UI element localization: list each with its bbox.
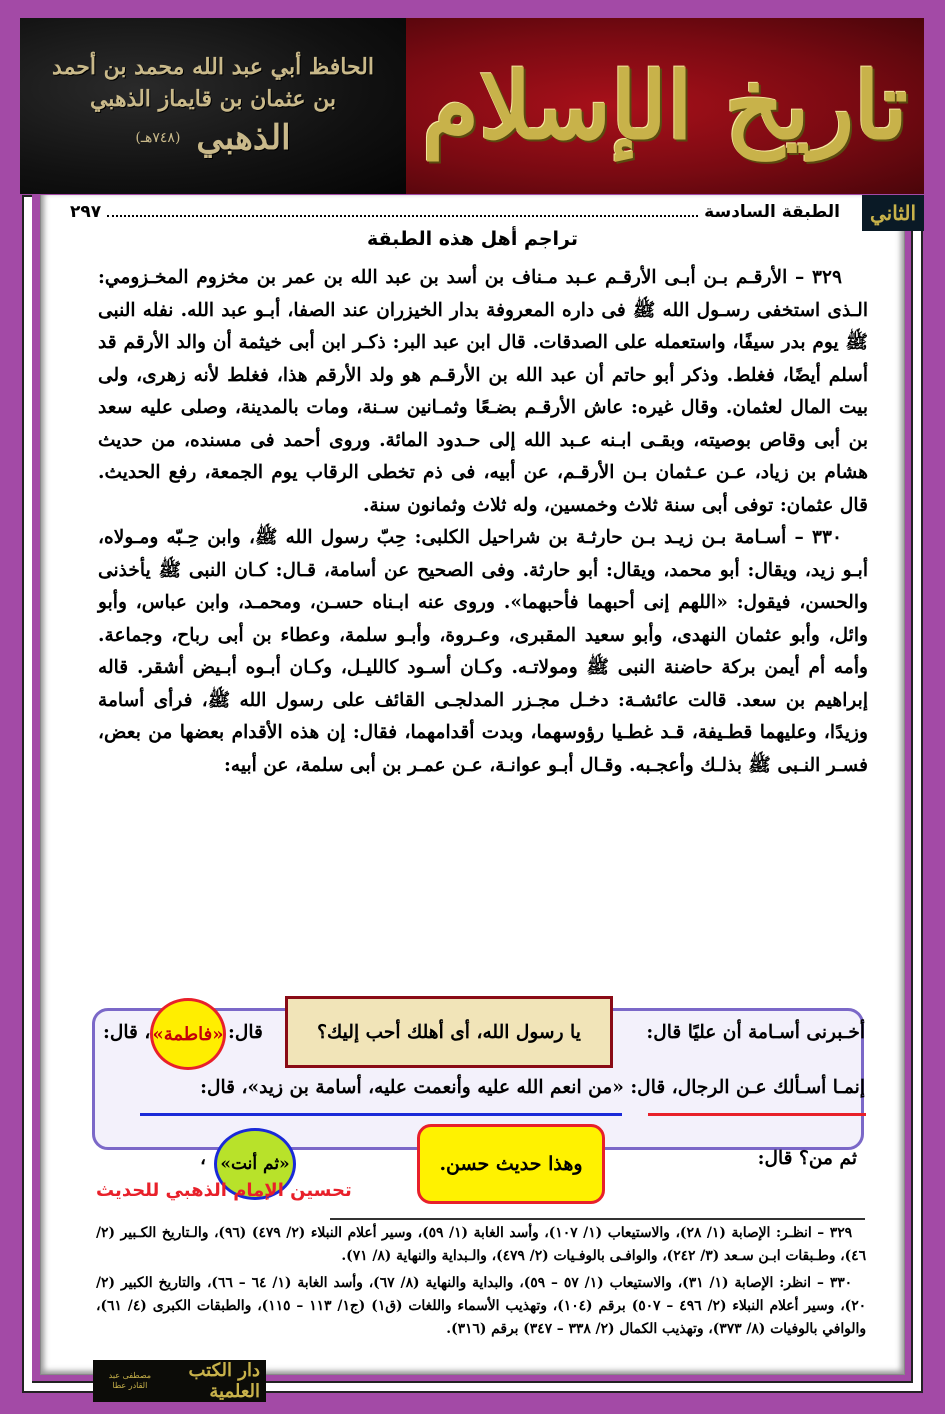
footnote-329: ٣٢٩ – انظـر: الإصابة (١/ ٢٨)، والاستيعاب (١/ ١٠٧)، وأسد الغابة (١/ ٥٩)، وسير أعلام النبلاء (٢/ ٤٧٩) (٩٦)، والـتاريخ الكـبير (٢/ ٤٦)، وطـبقات ابـن سـعد (٣/ ٢٤٢)، والوافـى بالوفـيات (٢/ ٤٧٩)، والـبداية والنهاية (٨/ ٧١). bbox=[96, 1225, 866, 1264]
footnotes bbox=[96, 1222, 866, 1345]
entry-329: ٣٢٩ – الأرقـم بـن أبـى الأرقـم عـبد مـناف بن أسد بن عبد الله بن عمر بن مخزوم المخـزومي: الـذى استخفى رسـول الله ﷺ فى داره المعروفة بدار الخيزران عند الصفا، أبـو عبد الله. نفله النبى ﷺ يوم بدر سيفًا، واستعمله على الصدقات. قال ابن عبد البر: ذكـر ابن أبى خيثمة أن والد الأرقم قد أسلم أيضًا، فغلط. وذكر أبو حاتم أن عبد الله بن الأرقـم هو ولد الأرقم هذا، فغلط لأنه زهرى، ولى بيت المال لعثمان. وقال غيره: عاش الأرقـم بضـعًا وثمـانين سـنة، ومات بالمدينة، وصلى عليه سعد بن أبى وقاص بوصيته، وبقـى ابـنه عـبد الله إلى حـدود المائة. وروى أحمد فى مسنده، من حديث هشام بن زياد، عـن عـثمان بـن الأرقـم، عن أبيه، فى ذم تخطى الرقاب يوم الجمعة، رفع الحديث. قال عثمان: توفى أبى سنة ثلاث وخمسين، وله ثلاث وثمانون سنة. bbox=[98, 267, 868, 516]
comma: ، bbox=[200, 1148, 207, 1169]
highlight-line-1-end: ، قال: bbox=[103, 1022, 151, 1043]
author-banner bbox=[20, 18, 406, 194]
footnote-rule bbox=[330, 1218, 865, 1220]
highlight-line-1-start: أخـبرنى أسـامة أن عليًا قال: bbox=[646, 1022, 865, 1043]
fatima-oval: «فاطمة» bbox=[150, 998, 226, 1070]
author-line-2: بن عثمان بن قايماز الذهبي bbox=[89, 86, 337, 112]
author-line-3: الذهبي bbox=[196, 118, 291, 158]
highlight-line-3-start: ثم من؟ قال: bbox=[757, 1148, 857, 1169]
leader-dots bbox=[107, 214, 698, 217]
publisher-logo bbox=[93, 1360, 266, 1402]
publisher-subtitle: مصطفى عبد القادر عطا bbox=[108, 1371, 152, 1390]
author-line-1: الحافظ أبي عبد الله محمد بن أحمد bbox=[52, 54, 374, 80]
running-head-section: الطبقة السادسة bbox=[704, 202, 840, 222]
title-banner bbox=[406, 18, 924, 194]
hasan-caption: تحسين الإمام الذهبي للحديث bbox=[96, 1180, 352, 1201]
main-text bbox=[98, 262, 868, 782]
quote-box: يا رسول الله، أى أهلك أحب إليك؟ bbox=[285, 996, 613, 1068]
highlight-line-1-mid: قال: bbox=[228, 1022, 263, 1043]
section-title: تراجم أهل هذه الطبقة bbox=[366, 228, 579, 250]
author-death-year: (٧٤٨هـ) bbox=[135, 130, 181, 146]
hasan-box: وهذا حديث حسن. bbox=[417, 1124, 605, 1204]
book-title: تاريخ الإسلام bbox=[422, 52, 908, 160]
volume-badge: الثاني bbox=[862, 195, 924, 231]
red-underline bbox=[648, 1113, 866, 1116]
running-head bbox=[70, 198, 840, 222]
blue-underline bbox=[140, 1113, 622, 1116]
highlight-line-2: إنمـا أسـألك عـن الرجال، قال: «من انعم الله عليه وأنعمت عليه، أسامة بن زيد»، قال: bbox=[200, 1077, 865, 1098]
anta-oval: «ثم أنت» bbox=[214, 1128, 296, 1200]
page-number: ٢٩٧ bbox=[70, 202, 102, 222]
entry-330: ٣٣٠ – أسـامة بـن زيـد بـن حارثـة بن شراحيل الكلبى: حِبّ رسول الله ﷺ، وابن حِـبّه ومـولاه، أبـو زيد، ويقال: أبو محمد، ويقال: أبو حارثة. وفى الصحيح عن أسامة، قـال: كـان النبى ﷺ يأخذنى والحسن، فيقول: «اللهم إنى أحبهما فأحبهما». وروى عنه ابـناه حسـن، ومحمـد، وابن عباس، وأبو وائل، وأبو عثمان النهدى، وأبو سعيد المقبرى، وعـروة، وأبـو سلمة، وعطاء بن أبى رباح، وجماعة. وأمه أم أيمن بركة حاضنة النبى ﷺ ومولاتـه. وكـان أسـود كالليـل، وكـان أبـوه أبـيض أشقر. قاله إبراهيم بن سعد. قالت عائشـة: دخـل مجـزر المدلجـى القائف على رسول الله ﷺ، فرأى أسامة وزيدًا، وعليهما قطـيفة، قـد غطـيا رؤوسهما، وبدت أقدامهما، فقال: إن هذه الأقدام بعضها من بعض، فسـر النـبى ﷺ بذلـك وأعجـبه. وقـال أبـو عوانـة، عـن عمـر بن أبى سلمة، عن أبيه: bbox=[98, 527, 868, 776]
publisher-name: دار الكتب العلمية bbox=[188, 1360, 260, 1402]
footnote-330: ٣٣٠ – انظر: الإصابة (١/ ٣١)، والاستيعاب (١/ ٥٧ – ٥٩)، والبداية والنهاية (٨/ ٦٧)، وأسد الغابة (١/ ٦٤ – ٦٦)، والتاريخ الكبير (٢/ ٢٠)، وسير أعلام النبلاء (٢/ ٤٩٦ – ٥٠٧) برقم (١٠٤)، وتهذيب الأسماء واللغات (ق١) (ج١/ ١١٣ – ١١٥)، والطبقات الكبرى (٤/ ٦١)، والوافي بالوفيات (٨/ ٣٧٣)، وتهذيب الكمال (٢/ ٣٣٨ – ٣٤٧) برقم (٣١٦). bbox=[96, 1275, 867, 1337]
